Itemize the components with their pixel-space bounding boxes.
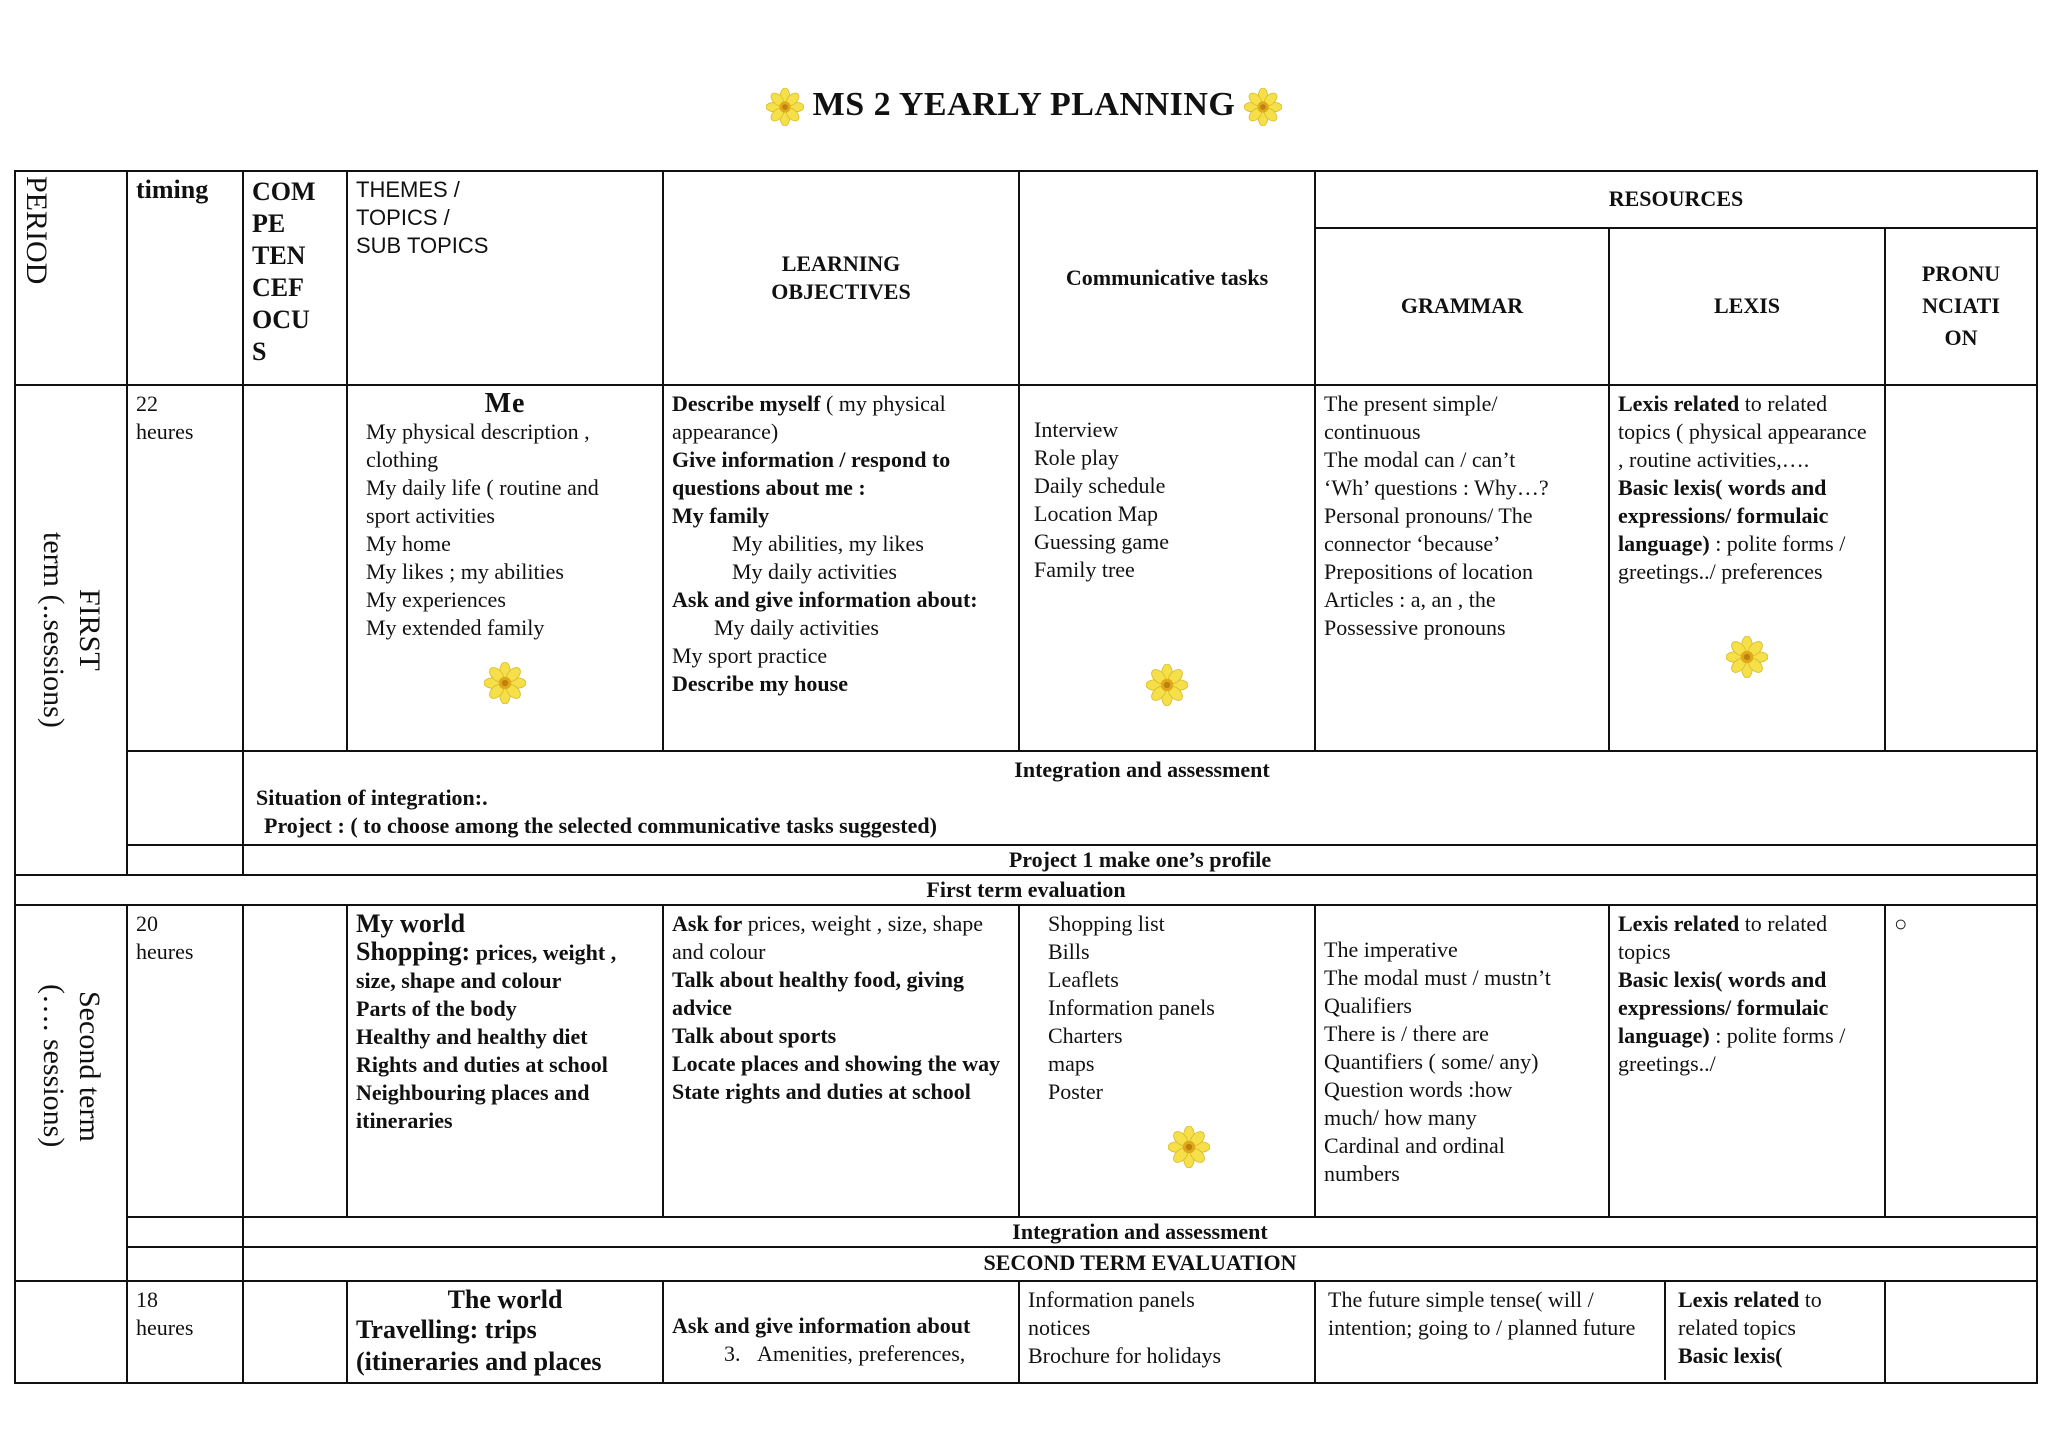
term3-row [15, 1281, 2037, 1383]
term3-tasks [1019, 1281, 1315, 1383]
term3-lexis [1666, 1282, 1884, 1380]
lexis-related-detail: to related topics [1618, 911, 1828, 964]
term3-travel: Travelling: trips (itineraries and places [356, 1315, 602, 1376]
objective-line: Talk about healthy food, giving advice [672, 967, 964, 1020]
lexis-basic: Basic lexis( [1678, 1343, 1783, 1368]
term2-theme-item: Healthy and healthy diet [356, 1024, 588, 1049]
lexis-basic-detail: : polite forms / greetings../ [1618, 1023, 1846, 1076]
term1-integration-spacer [127, 751, 243, 845]
term2-theme-item: Neighbouring places and itineraries [356, 1080, 590, 1133]
objective-line: Ask and give information about [672, 1313, 971, 1338]
task-item: Information panels [1028, 1287, 1195, 1312]
term1-competency [243, 385, 347, 751]
term1-evaluation-row [15, 875, 2037, 905]
period-header [15, 171, 127, 385]
term1-integration [243, 751, 2037, 845]
objective-line: Locate places and showing the way [672, 1051, 1001, 1076]
term3-objectives [663, 1281, 1019, 1383]
term3-theme-title: The world [447, 1285, 563, 1314]
situation-label: Situation of integration:. [256, 785, 488, 810]
grammar-item: There is / there are [1324, 1021, 1489, 1046]
themes-header: THEMES / TOPICS / SUB TOPICS [347, 171, 663, 385]
term1-theme-item: My home [366, 531, 451, 556]
grammar-item: Qualifiers [1324, 993, 1412, 1018]
term1-theme-item: sport activities [366, 503, 495, 528]
term2-integration-row [15, 1217, 2037, 1247]
term1-theme-item: My experiences [366, 587, 506, 612]
daffodil-flower-icon [356, 662, 654, 704]
objective-line: My daily activities [732, 559, 897, 584]
term1-period-label: FIRST term (..sessions) [37, 532, 106, 728]
task-item: Poster [1048, 1079, 1103, 1104]
competencies-header: COM PE TEN CEF OCU S [243, 171, 347, 385]
term1-timing: 22 heures [127, 385, 243, 751]
term2-themes [347, 905, 663, 1217]
grammar-item: continuous [1324, 419, 1421, 444]
term2-theme-item: Parts of the body [356, 996, 517, 1021]
grammar-header: GRAMMAR [1315, 228, 1609, 385]
term2-integration-spacer [127, 1217, 243, 1247]
task-item: Shopping list [1048, 911, 1165, 936]
term1-objectives [663, 385, 1019, 751]
term3-period [15, 1281, 127, 1383]
describe-myself-detail: ( my physical [820, 391, 946, 416]
objective-line: State rights and duties at school [672, 1079, 971, 1104]
shopping-label: Shopping: [356, 937, 471, 966]
term2-row [15, 905, 2037, 1217]
lexis-related-detail: to related topics [1678, 1287, 1822, 1340]
term1-row [15, 385, 2037, 751]
term1-theme-item: clothing [366, 447, 439, 472]
describe-myself: Describe myself [672, 391, 821, 416]
term1-period [15, 385, 127, 875]
grammar-item: numbers [1324, 1161, 1400, 1186]
task-item: Daily schedule [1034, 473, 1166, 498]
period-label: PERIOD [20, 176, 53, 285]
task-item: Guessing game [1034, 529, 1170, 554]
term1-theme-item: My extended family [366, 615, 545, 640]
task-item: Interview [1034, 417, 1119, 442]
grammar-item: Prepositions of location [1324, 559, 1533, 584]
term1-theme-item: My daily life ( routine and [366, 475, 599, 500]
task-item: Charters [1048, 1023, 1123, 1048]
term2-evaluation-spacer [127, 1247, 243, 1281]
term2-pronunciation: ○ [1885, 905, 2037, 1217]
term1-theme-title: Me [484, 388, 526, 419]
term2-evaluation-row [15, 1247, 2037, 1281]
term1-themes [347, 385, 663, 751]
objective-line: My family [672, 503, 770, 528]
term2-competency [243, 905, 347, 1217]
lexis-basic: Basic lexis( words and expressions/ formulaic language) [1618, 967, 1829, 1048]
term1-grammar [1315, 385, 1609, 751]
lexis-basic-detail: : polite forms / greetings../ preferences [1618, 531, 1846, 584]
page-title [0, 86, 2048, 126]
ask-for-detail: prices, weight , size, shape and colour [672, 911, 983, 964]
objective-line: Ask and give information about: [672, 587, 978, 612]
term2-integration: Integration and assessment [243, 1217, 2037, 1247]
term1-integration-row [15, 751, 2037, 845]
objective-line: My sport practice [672, 643, 828, 668]
objective-line: Describe my house [672, 671, 848, 696]
objective-line: appearance) [672, 419, 779, 444]
ask-for: Ask for [672, 911, 743, 936]
term3-grammar: The future simple tense( will / intention; going to / planned future [1316, 1282, 1666, 1380]
lexis-related: Lexis related [1618, 391, 1740, 416]
task-item: Role play [1034, 445, 1119, 470]
amenities-line: Amenities, preferences, [757, 1341, 966, 1366]
grammar-item: The modal must / mustn’t [1324, 965, 1551, 990]
term1-project-row [15, 845, 2037, 875]
term2-period-label: Second term (…. sessions) [37, 984, 106, 1148]
term1-evaluation: First term evaluation [15, 875, 2037, 905]
task-item: Leaflets [1048, 967, 1119, 992]
grammar-item: much/ how many [1324, 1105, 1477, 1130]
amenities-number: 3. [724, 1341, 741, 1366]
term3-grammar-lexis [1315, 1281, 1885, 1383]
grammar-item: The imperative [1324, 937, 1458, 962]
grammar-item: Possessive pronouns [1324, 615, 1506, 640]
term1-theme-item: My physical description , [366, 419, 590, 444]
grammar-item: Personal pronouns/ The [1324, 503, 1533, 528]
term2-tasks [1019, 905, 1315, 1217]
task-item: Information panels [1048, 995, 1215, 1020]
pronunciation-header: PRONU NCIATI ON [1885, 228, 2037, 385]
lexis-related-detail: to related topics ( physical appearance , routine activities,…. [1618, 391, 1867, 472]
objectives-header: LEARNING OBJECTIVES [663, 171, 1019, 385]
planning-table [14, 170, 2038, 1384]
objective-line: Give information / respond to questions about me : [672, 447, 951, 500]
term3-pronunciation [1885, 1281, 2037, 1383]
resources-header: RESOURCES [1315, 171, 2037, 228]
tasks-header: Communicative tasks [1019, 171, 1315, 385]
term2-period [15, 905, 127, 1281]
term1-lexis [1609, 385, 1885, 751]
lexis-related: Lexis related [1618, 911, 1740, 936]
task-item: Location Map [1034, 501, 1159, 526]
task-item: notices [1028, 1315, 1091, 1340]
shopping-detail: prices, weight , size, shape and colour [356, 940, 617, 993]
grammar-item: ‘Wh’ questions : Why…? [1324, 475, 1549, 500]
grammar-item: The modal can / can’t [1324, 447, 1516, 472]
grammar-item: Articles : a, an , the [1324, 587, 1496, 612]
term1-project: Project 1 make one’s profile [243, 845, 2037, 875]
term2-theme-item: Rights and duties at school [356, 1052, 608, 1077]
integration-label: Integration and assessment [1014, 757, 1270, 782]
objective-line: My abilities, my likes [732, 531, 924, 556]
term2-timing: 20 heures [127, 905, 243, 1217]
grammar-item: The present simple/ [1324, 391, 1498, 416]
project-note: Project : ( to choose among the selected communicative tasks suggested) [264, 813, 937, 838]
grammar-item: Quantifiers ( some/ any) [1324, 1049, 1539, 1074]
term2-theme-title: My world [356, 909, 466, 938]
daffodil-flower-icon [1618, 636, 1876, 678]
term1-tasks [1019, 385, 1315, 751]
term3-themes [347, 1281, 663, 1383]
term2-objectives [663, 905, 1019, 1217]
header-row [15, 171, 2037, 228]
grammar-item: connector ‘because’ [1324, 531, 1501, 556]
daffodil-flower-icon [1048, 1126, 1306, 1175]
grammar-item: Question words :how [1324, 1077, 1513, 1102]
term3-competency [243, 1281, 347, 1383]
objective-line: My daily activities [714, 615, 879, 640]
lexis-related: Lexis related [1678, 1287, 1800, 1312]
term1-pronunciation [1885, 385, 2037, 751]
term1-theme-item: My likes ; my abilities [366, 559, 564, 584]
grammar-item: Cardinal and ordinal [1324, 1133, 1505, 1158]
task-item: maps [1048, 1051, 1095, 1076]
term2-lexis [1609, 905, 1885, 1217]
daffodil-flower-icon [1028, 664, 1306, 706]
objective-line: Talk about sports [672, 1023, 837, 1048]
term3-timing: 18 heures [127, 1281, 243, 1383]
daffodil-flower-icon [766, 88, 804, 126]
term1-project-spacer [127, 845, 243, 875]
lexis-header: LEXIS [1609, 228, 1885, 385]
planning-sheet [14, 170, 2036, 1376]
term2-evaluation: SECOND TERM EVALUATION [243, 1247, 2037, 1281]
task-item: Bills [1048, 939, 1090, 964]
daffodil-flower-icon [1244, 88, 1282, 126]
task-item: Family tree [1034, 557, 1135, 582]
lexis-basic: Basic lexis( words and expressions/ formulaic language) [1618, 475, 1829, 556]
timing-header: timing [127, 171, 243, 385]
term2-grammar [1315, 905, 1609, 1217]
title-text: MS 2 YEARLY PLANNING [812, 86, 1236, 123]
task-item: Brochure for holidays [1028, 1343, 1222, 1368]
